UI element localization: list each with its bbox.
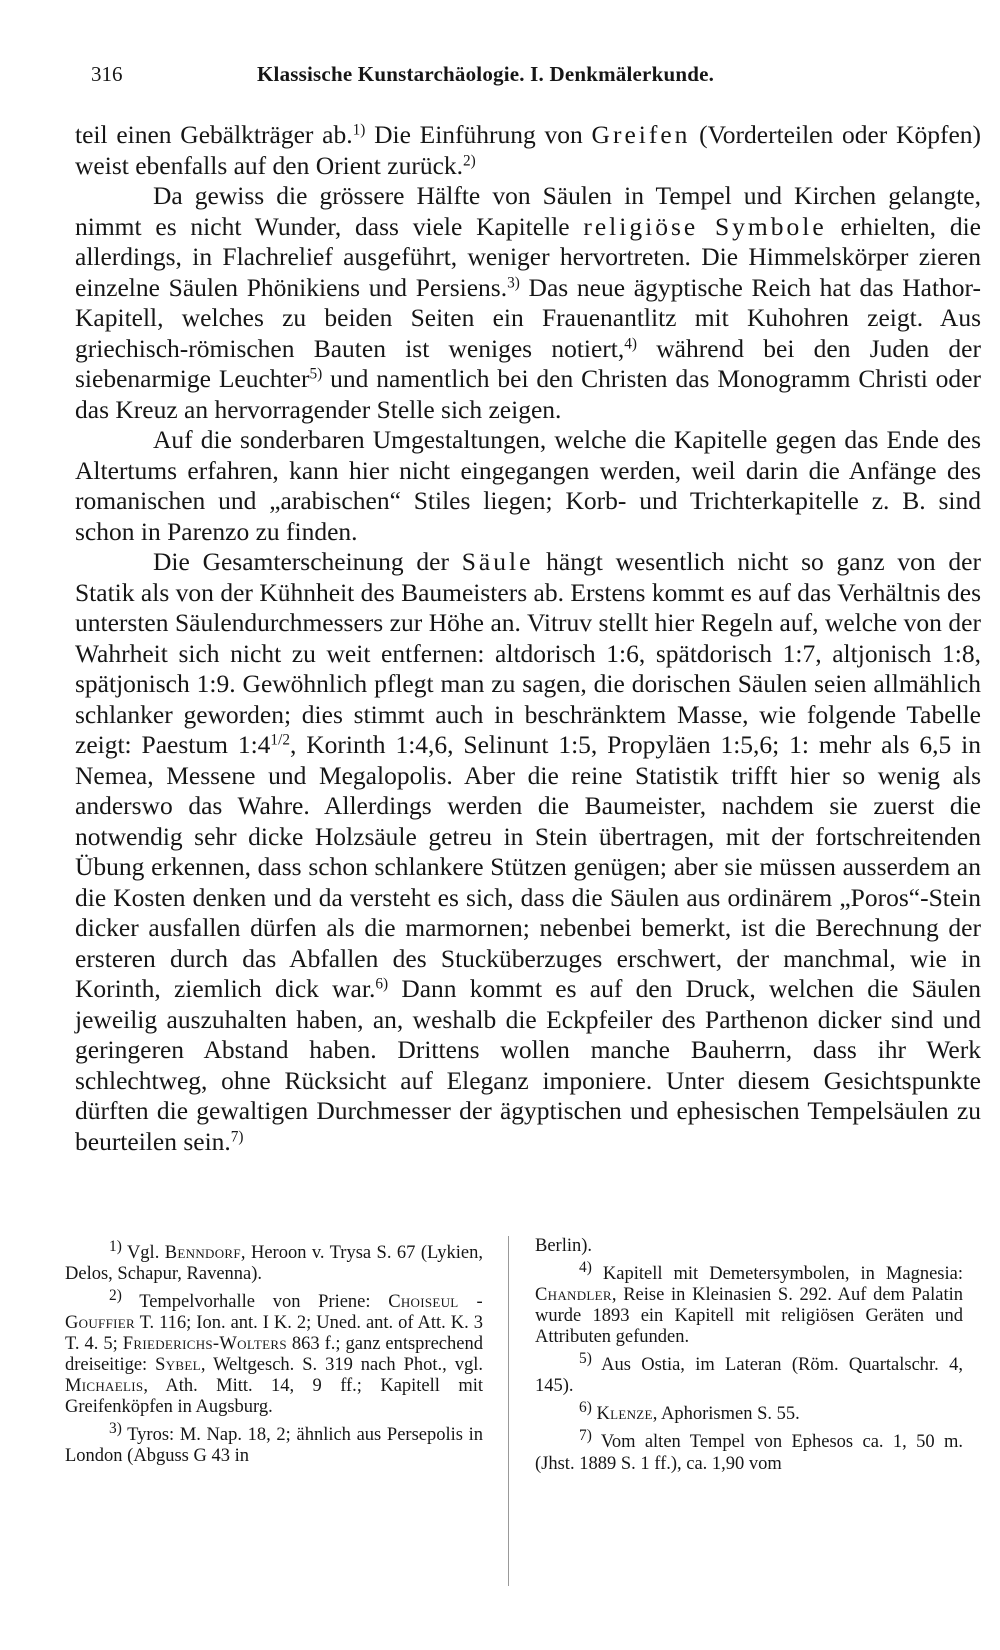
text-run: Dann kommt es auf den Druck, welchen die Säulen jeweilig auszuhalten haben, an, weshalb die Eckpfeiler des Parthenon dicker sind und geringeren Abstand haben. Drittens wollen manche Bauherrn, dass ihr Werk schlechtweg, ohne Rücksicht auf Eleganz imponiere. Unter diesem Gesichtspunkte dürften die gewaltigen Durchmesser der ägyptischen und ephesischen Tempelsäulen zu beurteilen sein. xyxy=(75,974,981,1156)
footnote-6 xyxy=(535,1397,963,1425)
text-run: 863 f.; ganz entsprechend dreiseitige: xyxy=(65,1334,483,1376)
footnote-mark: 1) xyxy=(109,1238,122,1255)
author-name: Michaelis xyxy=(65,1376,144,1397)
footnote-4 xyxy=(535,1257,963,1348)
emphasis-greifen: Greifen xyxy=(591,120,691,149)
text-run: während bei den Juden der siebenarmige Leuchter xyxy=(75,333,981,393)
author-name: Choiseul - Gouffier xyxy=(65,1292,483,1334)
text-run: teil einen Gebälkträger ab. xyxy=(75,120,353,149)
text-run: , Weltgesch. S. 319 nach Phot., vgl. xyxy=(200,1355,483,1376)
footnote-ref-4: 4) xyxy=(624,335,638,353)
author-name: Friederichs-Wolters xyxy=(122,1334,287,1355)
text-run: Aus Ostia, im Lateran (Röm. Quartalschr. 4, 145). xyxy=(535,1355,963,1397)
paragraph-2 xyxy=(75,181,981,425)
footnote-ref-7: 7) xyxy=(230,1128,244,1146)
paragraph-1 xyxy=(75,120,981,181)
emphasis-religioese-symbole: religiöse Symbole xyxy=(583,211,827,241)
text-run: Vgl. xyxy=(121,1243,165,1264)
author-name: Sybel xyxy=(155,1355,201,1376)
text-run: Vom alten Tempel von Ephesos ca. 1, 50 m. (Jhst. 1889 S. 1 ff.), ca. 1,90 vom xyxy=(535,1432,963,1474)
footnote-ref-3: 3) xyxy=(507,274,520,292)
footnote-1 xyxy=(65,1236,483,1285)
page-number: 316 xyxy=(91,62,123,86)
footnotes-right-column xyxy=(535,1236,963,1475)
text-run: hängt wesentlich nicht so ganz von der Statik als von der Kühnheit des Baumeisters ab. Erstens kommt es auf das Verhältnis des untersten Säulendurchmessers zur Höhe an. Vitruv stellt hier Regeln auf, welche von der Wahrheit sich nicht zu weit entfernen: altdorisch 1:6, spätdorisch 1:7, altjonisch 1:8, spätjonisch 1:9. Gewöhnlich pflegt man zu sagen, die dorischen Säulen seien allmählich schlanker geworden; dies stimmt auch in beschränktem Masse, wie folgende Tabelle zeigt: Paestum 1:4 xyxy=(75,547,981,759)
paragraph-4 xyxy=(75,547,981,1157)
text-run: erhielten, die allerdings, in Flachrelief ausgeführt, weniger hervortreten. Die Himmelskörper zieren einzelne Säulen Phönikiens und Persiens. xyxy=(75,211,981,302)
emphasis-saeule: Säule xyxy=(461,547,534,576)
text-run: Kapitell mit Demetersymbolen, in Magnesia: xyxy=(591,1264,963,1285)
author-name: Benndorf xyxy=(164,1243,241,1264)
text-run: , Reise in Kleinasien S. 292. Auf dem Palatin wurde 1893 ein Kapitell mit religiösen Geräten und Attributen gefunden. xyxy=(535,1285,963,1348)
main-text xyxy=(75,120,981,1157)
footnote-3 xyxy=(65,1418,483,1467)
footnote-ref-2: 2) xyxy=(463,152,476,170)
footnote-ref-5: 5) xyxy=(309,365,323,383)
footnote-mark: 3) xyxy=(109,1420,122,1438)
footnote-ref-6: 6) xyxy=(375,975,389,993)
text-run: Da gewiss die grössere Hälfte von Säulen in Tempel und Kirchen gelangte, nimmt es nicht Wunder, dass viele Kapitelle xyxy=(75,181,981,241)
author-name: Klenze xyxy=(596,1404,653,1425)
text-run: und namentlich bei den Christen das Monogramm Christi oder das Kreuz an hervorragender Stelle sich zeigen. xyxy=(75,364,981,424)
text-run: , Korinth 1:4,6, Selinunt 1:5, Propyläen 1:5,6; 1: mehr als 6,5 in Nemea, Messene und Megalopolis. Aber die reine Statistik trifft hier so wenig als anderswo das Wahre. Allerdings werden die Baumeister, nachdem sie zuerst die notwendig sehr dicke Holzsäule getreu in Stein übertragen, mit der fortschreitenden Übung erkennen, dass schon schlankere Stützen genügen; aber sie müssen ausserdem an die Kosten denken und da versteht es sich, dass die Säulen aus ordinärem „Poros“-Stein dicker ausfallen dürfen als die marmornen; nebenbei bemerkt, ist die Berechnung der ersteren durch das Abfallen des Stucküberzuges erschwert, der manchmal, wie in Korinth, ziemlich dick war. xyxy=(75,730,981,1003)
author-name: Chandler xyxy=(535,1285,612,1306)
footnote-ref-1: 1) xyxy=(352,121,366,139)
footnote-mark: 7) xyxy=(579,1427,592,1445)
running-header xyxy=(91,60,891,88)
text-run: T. 116; Ion. ant. I K. 2; Uned. ant. of Att. K. 3 T. 4. 5; xyxy=(65,1313,483,1355)
footnote-mark: 2) xyxy=(109,1287,122,1305)
footnote-2 xyxy=(65,1285,483,1418)
footnote-mark: 5) xyxy=(579,1350,592,1368)
text-run: Tempelvorhalle von Priene: xyxy=(121,1292,389,1313)
text-run: Die Gesamterscheinung der xyxy=(153,547,462,576)
footnote-mark: 4) xyxy=(579,1259,592,1276)
text-run: Die Einführung von xyxy=(365,120,592,149)
footnotes-left-column xyxy=(65,1236,483,1467)
text-run: , Ath. Mitt. 14, 9 ff.; Kapitell mit Greifenköpfen in Augsburg. xyxy=(65,1376,483,1418)
text-run: Das neue ägyptische Reich hat das Hathor-Kapitell, welches zu beiden Seiten ein Frauenantlitz mit Kuhohren zeigt. Aus griechisch-römischen Bauten ist weniges notiert, xyxy=(75,272,981,363)
text-run: , Heroon v. Trysa S. 67 (Lykien, Delos, Schapur, Ravenna). xyxy=(65,1243,484,1285)
footnote-mark: 6) xyxy=(579,1399,592,1417)
text-run: , Aphorismen S. 55. xyxy=(652,1404,800,1425)
text-run: Tyros: M. Nap. 18, 2; ähnlich aus Persepolis in London (Abguss G 43 in xyxy=(65,1425,483,1467)
text-run: (Vorderteilen oder Köpfen) weist ebenfalls auf den Orient zurück. xyxy=(75,120,982,180)
footnote-5 xyxy=(535,1348,963,1397)
fraction: 1/2 xyxy=(270,731,290,749)
paragraph-3: Auf die sonderbaren Umgestaltungen, welche die Kapitelle gegen das Ende des Altertums erfahren, kann hier nicht eingegangen werden, weil darin die Anfänge des romanischen und „arabischen“ Stiles liegen; Korb- und Trichterkapitelle z. B. sind schon in Parenzo zu finden. xyxy=(75,425,981,546)
column-divider xyxy=(508,1236,509,1586)
footnote-3-continued: Berlin). xyxy=(535,1236,593,1256)
running-title: Klassische Kunstarchäologie. I. Denkmälerkunde. xyxy=(257,62,715,86)
footnote-7 xyxy=(535,1425,963,1474)
